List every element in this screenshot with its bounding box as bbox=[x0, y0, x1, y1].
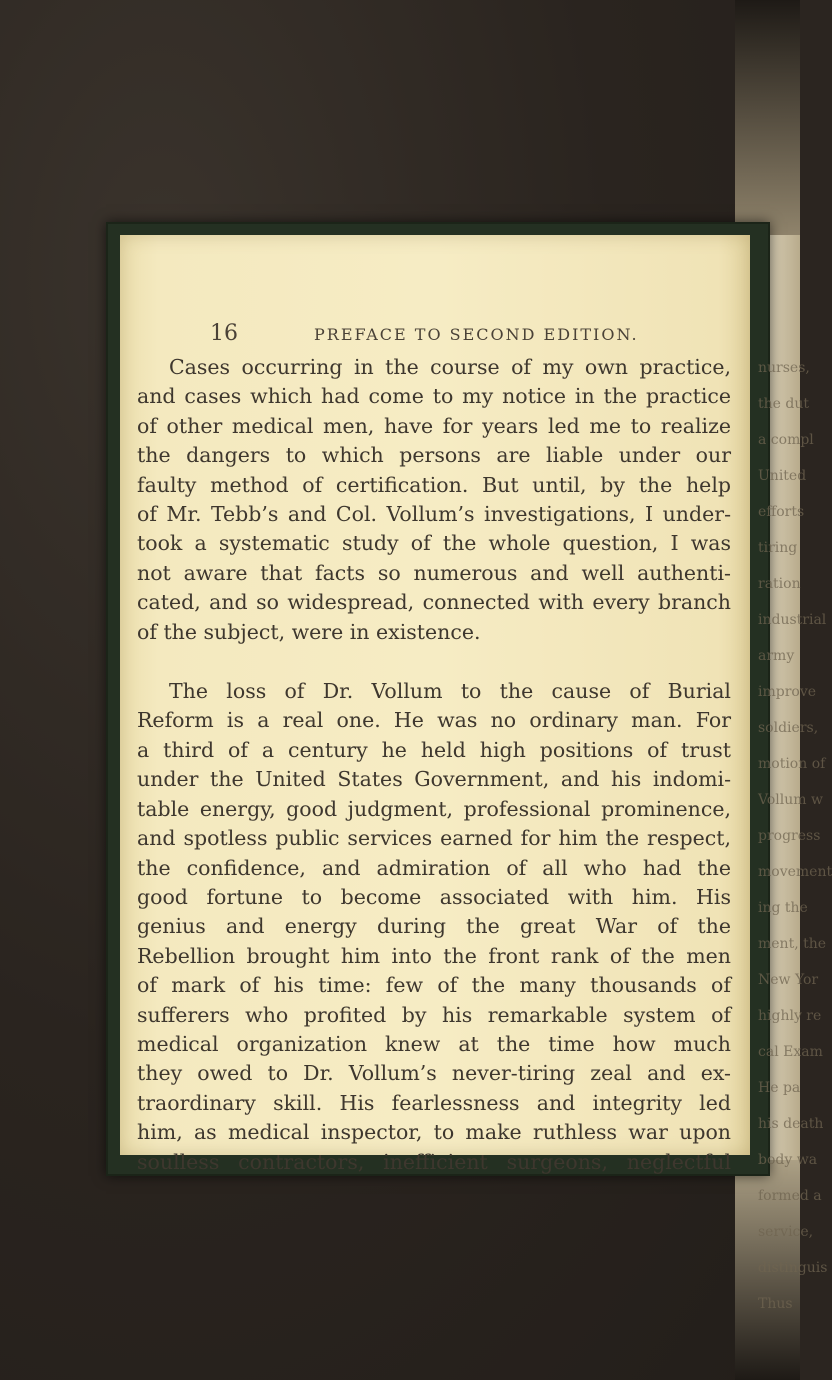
text-line: of mark of his time: few of the many thousands of bbox=[137, 973, 731, 998]
text-line: took a systematic study of the whole question, I was bbox=[137, 531, 731, 556]
fragment: efforts bbox=[758, 504, 805, 520]
paragraph-2 bbox=[137, 677, 731, 1177]
fragment: a compl bbox=[758, 432, 814, 448]
body-text bbox=[137, 353, 731, 1177]
text-line: under the United States Government, and his indomi- bbox=[137, 767, 731, 792]
fragment: improve bbox=[758, 684, 817, 700]
fragment: He pa bbox=[758, 1080, 801, 1096]
text-line: him, as medical inspector, to make ruthless war upon bbox=[137, 1120, 731, 1145]
next-page-shadow-top bbox=[735, 0, 800, 235]
fragment: formed a bbox=[758, 1188, 822, 1204]
text-line: of Mr. Tebb’s and Col. Vollum’s investigations, I under- bbox=[137, 502, 731, 527]
text-line: medical organization knew at the time how much bbox=[137, 1031, 731, 1056]
text-line: the dangers to which persons are liable under our bbox=[137, 443, 731, 468]
fragment: distinguis bbox=[758, 1260, 828, 1276]
fragment: soldiers, bbox=[758, 720, 819, 736]
text-line: table energy, good judgment, professional prominence, bbox=[137, 796, 731, 821]
fragment: progress bbox=[758, 828, 821, 844]
fragment: United bbox=[758, 468, 807, 484]
page-number: 16 bbox=[210, 321, 238, 346]
text-line: the confidence, and admiration of all who had the bbox=[137, 855, 731, 880]
fragment: movement bbox=[758, 864, 832, 880]
fragment: Vollum w bbox=[758, 792, 823, 808]
running-head bbox=[210, 321, 730, 349]
fragment: army bbox=[758, 648, 795, 664]
fragment: ration bbox=[758, 576, 801, 592]
text-line: traordinary skill. His fearlessness and integrity led bbox=[137, 1090, 731, 1115]
text-line: good fortune to become associated with him. His bbox=[137, 884, 731, 909]
text-line: The loss of Dr. Vollum to the cause of Burial bbox=[169, 679, 731, 704]
fragment: ing the bbox=[758, 900, 808, 916]
text-line: they owed to Dr. Vollum’s never-tiring zeal and ex- bbox=[137, 1061, 731, 1086]
text-line: genius and energy during the great War of the bbox=[137, 914, 731, 939]
fragment: his death bbox=[758, 1116, 824, 1132]
text-line: Cases occurring in the course of my own practice, bbox=[169, 355, 731, 379]
fragment: ment, the bbox=[758, 936, 827, 952]
text-line: and spotless public services earned for him the respect, bbox=[137, 826, 731, 851]
paragraph-1 bbox=[137, 353, 731, 647]
text-line: and cases which had come to my notice in the practice bbox=[137, 384, 731, 409]
fragment: cal Exam bbox=[758, 1044, 823, 1060]
fragment: motion of bbox=[758, 756, 826, 772]
text-line: a third of a century he held high positions of trust bbox=[137, 737, 731, 762]
fragment: the dut bbox=[758, 396, 809, 412]
text-line: Rebellion brought him into the front rank of the men bbox=[137, 943, 731, 968]
fragment: highly re bbox=[758, 1008, 822, 1024]
next-page-text-fragments bbox=[758, 350, 832, 1312]
chapter-title: PREFACE TO SECOND EDITION. bbox=[314, 325, 639, 344]
fragment: New Yor bbox=[758, 972, 819, 988]
fragment: industrial bbox=[758, 612, 827, 628]
fragment: Thus bbox=[758, 1296, 793, 1312]
text-line: soulless contractors, inefficient surgeons, neglectful bbox=[137, 1149, 731, 1174]
fragment: body wa bbox=[758, 1152, 818, 1168]
text-line: sufferers who profited by his remarkable system of bbox=[137, 1002, 731, 1027]
fragment: tiring bbox=[758, 540, 798, 556]
text-line: Reform is a real one. He was no ordinary man. For bbox=[137, 708, 731, 733]
text-line: not aware that facts so numerous and well authenti- bbox=[137, 560, 731, 585]
text-line: faulty method of certification. But until, by the help bbox=[137, 472, 731, 497]
text-line: of the subject, were in existence. bbox=[137, 619, 481, 644]
text-line: cated, and so widespread, connected with every branch bbox=[137, 590, 731, 615]
text-line: of other medical men, have for years led me to realize bbox=[137, 413, 731, 438]
fragment: service, bbox=[758, 1224, 814, 1240]
fragment: nurses, bbox=[758, 360, 810, 376]
